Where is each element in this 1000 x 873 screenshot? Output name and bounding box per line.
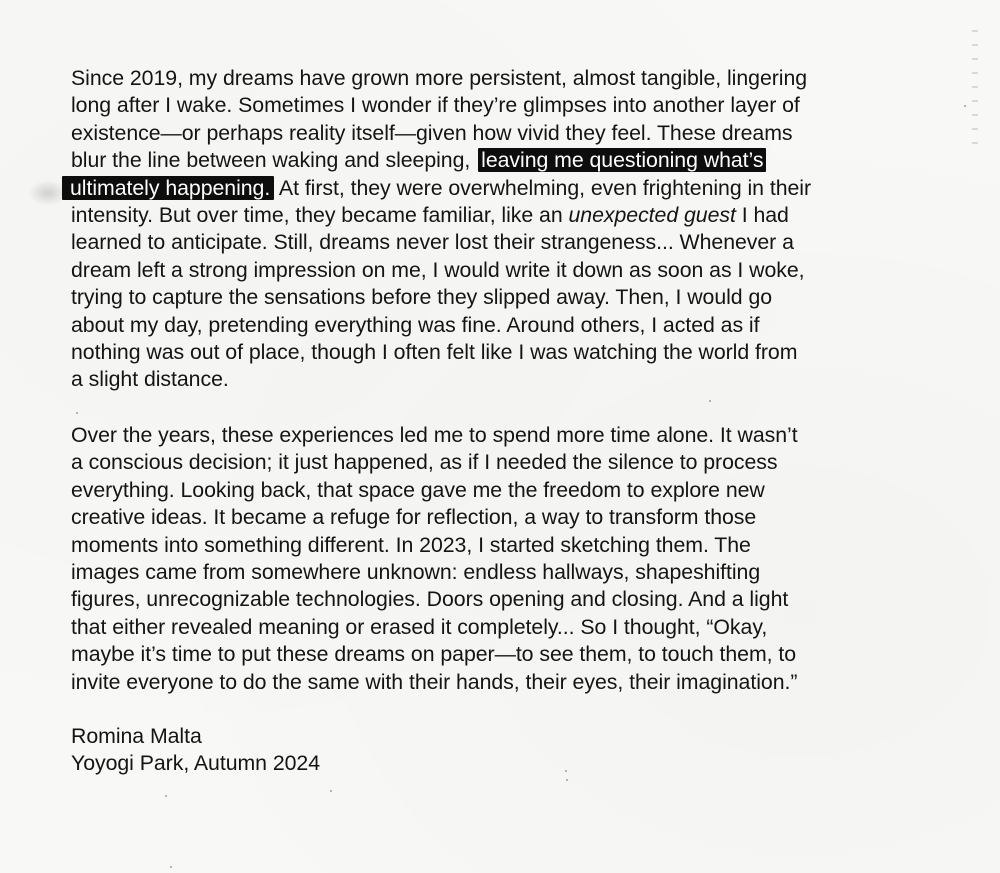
paragraph-1 <box>71 65 971 394</box>
text-line: creative ideas. It became a refuge for reflection, a way to transform those <box>71 505 757 530</box>
text-line: maybe it’s time to put these dreams on paper—to see them, to touch them, to <box>71 642 797 667</box>
text-line <box>71 147 971 174</box>
text-line: moments into something different. In 2023, I started sketching them. The <box>71 532 751 557</box>
scan-speck <box>170 866 172 868</box>
signature-gap <box>71 696 971 723</box>
text-line: that either revealed meaning or erased it completely... So I thought, “Okay, <box>71 614 768 639</box>
text-line: long after I wake. Sometimes I wonder if they’re glimpses into another layer of <box>71 93 800 118</box>
scan-speck <box>165 795 167 797</box>
scan-edge-marks <box>972 30 978 150</box>
author-name: Romina Malta <box>71 723 202 748</box>
text-line: a slight distance. <box>71 367 229 392</box>
text-line: invite everyone to do the same with their hands, their eyes, their imagination.” <box>71 669 798 694</box>
text-line: images came from somewhere unknown: endless hallways, shapeshifting <box>71 559 761 584</box>
text-line: Since 2019, my dreams have grown more persistent, almost tangible, lingering <box>71 66 808 90</box>
text-segment: At first, they were overwhelming, even frightening in their <box>274 175 812 200</box>
text-segment: blur the line between waking and sleeping, <box>71 148 477 173</box>
text-line <box>71 175 971 202</box>
text-line: trying to capture the sensations before they slipped away. Then, I would go <box>71 285 773 310</box>
text-block <box>71 65 971 778</box>
text-segment: intensity. But over time, they became familiar, like an <box>71 203 569 228</box>
scan-speck <box>566 779 568 781</box>
text-line: about my day, pretending everything was fine. Around others, I acted as if <box>71 312 760 337</box>
text-line: a conscious decision; it just happened, as if I needed the silence to process <box>71 450 778 475</box>
text-segment: I had <box>735 203 789 228</box>
signature <box>71 723 971 778</box>
text-line: learned to anticipate. Still, dreams never lost their strangeness... Whenever a <box>71 230 794 255</box>
text-line <box>71 202 971 229</box>
italic-text: unexpected guest <box>568 203 736 228</box>
place-date: Yoyogi Park, Autumn 2024 <box>71 751 321 776</box>
text-line: nothing was out of place, though I often felt like I was watching the world from <box>71 340 798 365</box>
text-line: existence—or perhaps reality itself—given how vivid they feel. These dreams <box>71 120 793 145</box>
scan-speck <box>964 105 966 107</box>
text-line: figures, unrecognizable technologies. Doors opening and closing. And a light <box>71 587 789 612</box>
paragraph-2 <box>71 422 971 696</box>
text-line: Over the years, these experiences led me to spend more time alone. It wasn’t <box>71 422 798 447</box>
scan-speck <box>330 790 332 792</box>
text-line: dream left a strong impression on me, I would write it down as soon as I woke, <box>71 257 805 282</box>
highlighted-text: ultimately happening. <box>62 176 274 200</box>
scan-speck <box>76 412 78 414</box>
scan-speck <box>709 400 711 402</box>
scan-speck <box>565 770 567 772</box>
paragraph-gap <box>71 394 971 422</box>
text-line: everything. Looking back, that space gave me the freedom to explore new <box>71 477 765 502</box>
highlighted-text: leaving me questioning what’s <box>478 148 766 172</box>
